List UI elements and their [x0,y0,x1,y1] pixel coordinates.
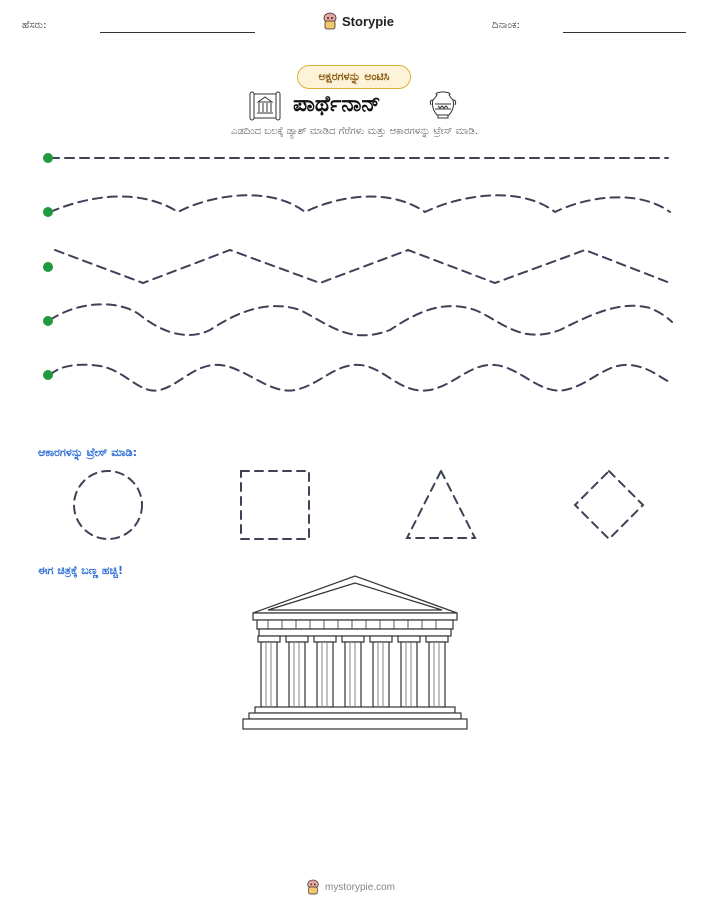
shapes-heading: ಆಕಾರಗಳನ್ನು ಟ್ರೇಸ್ ಮಾಡಿ: [38,446,137,459]
instructions: ಎಡದಿಂದ ಬಲಕ್ಕೆ ಡ್ಯಾಶ್ ಮಾಡಿದ ಗೆರೆಗಳು ಮತ್ತು ಆಕಾರಗಳನ್ನು ಟ್ರೇಸ್ ಮಾಡಿ. [230,126,479,137]
stickers-badge: ಅಕ್ಷರಗಳನ್ನು ಅಂಟಿಸಿ [297,65,411,89]
name-label: ಹೆಸರು: [22,20,47,31]
footer [306,879,395,895]
brand-name: Storypie [342,13,395,29]
page-title: ಪಾರ್ಥೆನಾನ್ [293,92,381,117]
footer-url[interactable]: mystorypie.com [325,881,396,893]
storypie-logo-icon [306,879,320,895]
date-label: ದಿನಾಂಕ: [492,20,520,31]
coloring-heading: ಈಗ ಚಿತ್ರಕ್ಕೆ ಬಣ್ಣ ಹಚ್ಚಿ! [38,564,124,577]
